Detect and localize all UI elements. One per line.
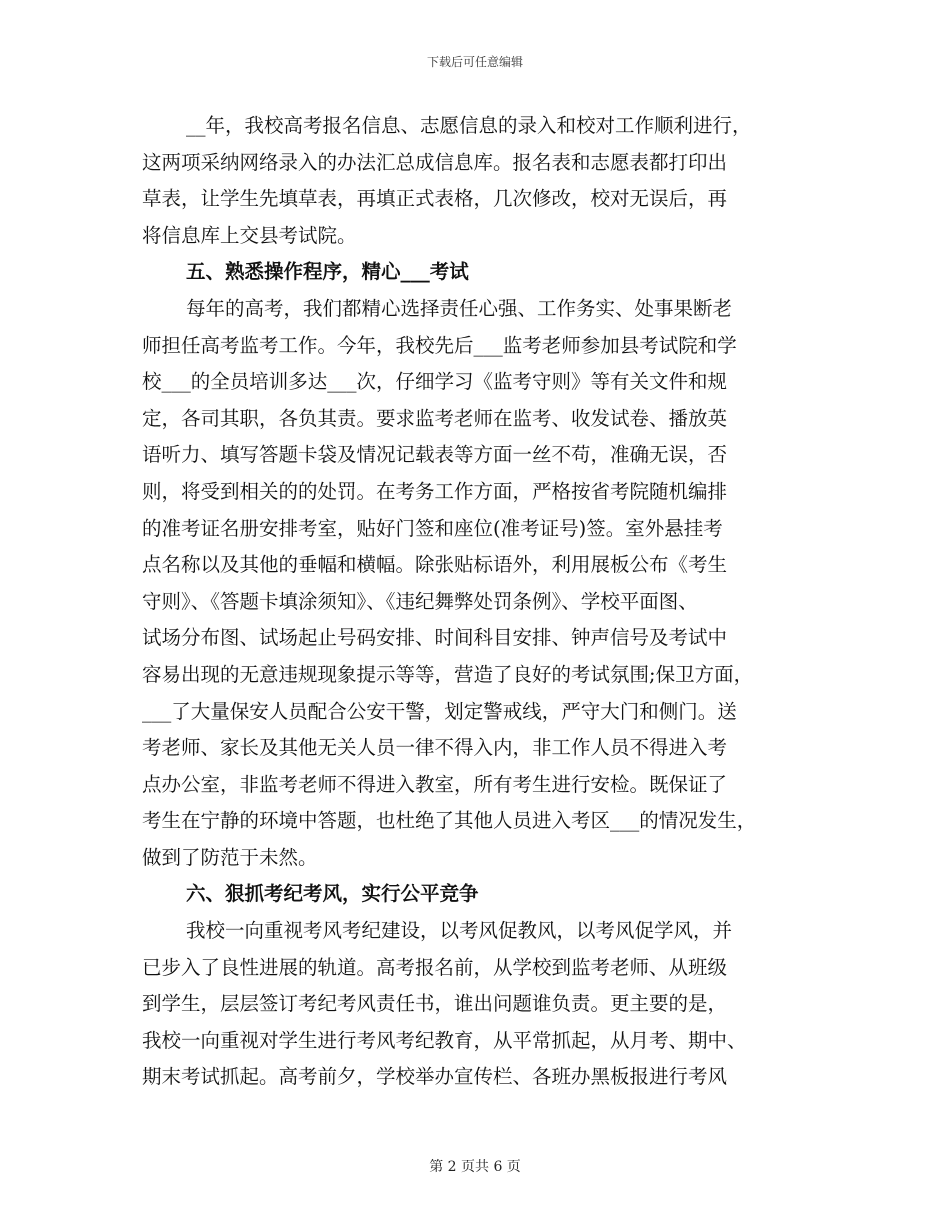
text-line: 将信息库上交县考试院。 [142,223,357,247]
text-line: 的准考证名册安排考室，贴好门签和座位(准考证号)签。室外悬挂考 [142,516,723,540]
section-heading: 五、熟悉操作程序，精心___考试 [186,260,469,284]
text-line: 考生在宁静的环境中答题，也杜绝了其他人员进入考区___的情况发生， [142,809,757,833]
text-line: 定，各司其职，各负其责。要求监考老师在监考、收发试卷、播放英 [142,406,728,430]
text-line: 期末考试抓起。高考前夕，学校举办宣传栏、各班办黑板报进行考风 [142,1065,728,1089]
text-line: 做到了防范于未然。 [142,845,318,869]
text-line: 已步入了良性进展的轨道。高考报名前，从学校到监考老师、从班级 [142,955,728,979]
text-line: 我校一向重视对学生进行考风考纪教育，从平常抓起，从月考、期中、 [142,1028,747,1052]
page-header: 下载后可任意编辑 [426,55,523,69]
text-line: 语听力、填写答题卡袋及情况记载表等方面一丝不苟，准确无误，否 [142,443,728,467]
text-line: __年，我校高考报名信息、志愿信息的录入和校对工作顺利进行， [186,114,752,137]
text-line: 到学生，层层签订考纪考风责任书，谁出问题谁负责。更主要的是， [142,992,728,1016]
text-line: 试场分布图、试场起止号码安排、时间科目安排、钟声信号及考试中 [142,626,728,650]
text-line: 点名称以及其他的垂幅和横幅。除张贴标语外，利用展板公布《考生 [142,553,728,577]
text-line: 草表，让学生先填草表，再填正式表格，几次修改，校对无误后，再 [142,187,728,211]
page-number-footer: 第 2 页共 6 页 [429,1159,521,1175]
text-line: 考老师、家长及其他无关人员一律不得入内，非工作人员不得进入考 [142,736,728,760]
text-line: 这两项采纳网络录入的办法汇总成信息库。报名表和志愿表都打印出 [142,150,728,174]
text-line: 则，将受到相关的的处罚。在考务工作方面，严格按省考院随机编排 [142,479,728,503]
text-line: 师担任高考监考工作。今年，我校先后___监考老师参加县考试院和学 [142,333,737,357]
text-line: ___了大量保安人员配合公安干警，划定警戒线，严守大门和侧门。送 [142,699,737,723]
text-line: 每年的高考，我们都精心选择责任心强、工作务实、处事果断老 [186,296,733,320]
text-line: 点办公室，非监考老师不得进入教室，所有考生进行安检。既保证了 [142,772,728,796]
section-heading: 六、狠抓考纪考风，实行公平竞争 [186,882,479,906]
text-line: 校___的全员培训多达___次，仔细学习《监考守则》等有关文件和规 [142,370,728,394]
text-line: 我校一向重视考风考纪建设，以考风促教风，以考风促学风，并 [186,919,733,943]
document-body [142,108,814,1096]
text-line: 守则》、《答题卡填涂须知》、《违纪舞弊处罚条例》、学校平面图、 [142,589,698,613]
text-line: 容易出现的无意违规现象提示等等，营造了良好的考试氛围;保卫方面， [142,662,754,686]
